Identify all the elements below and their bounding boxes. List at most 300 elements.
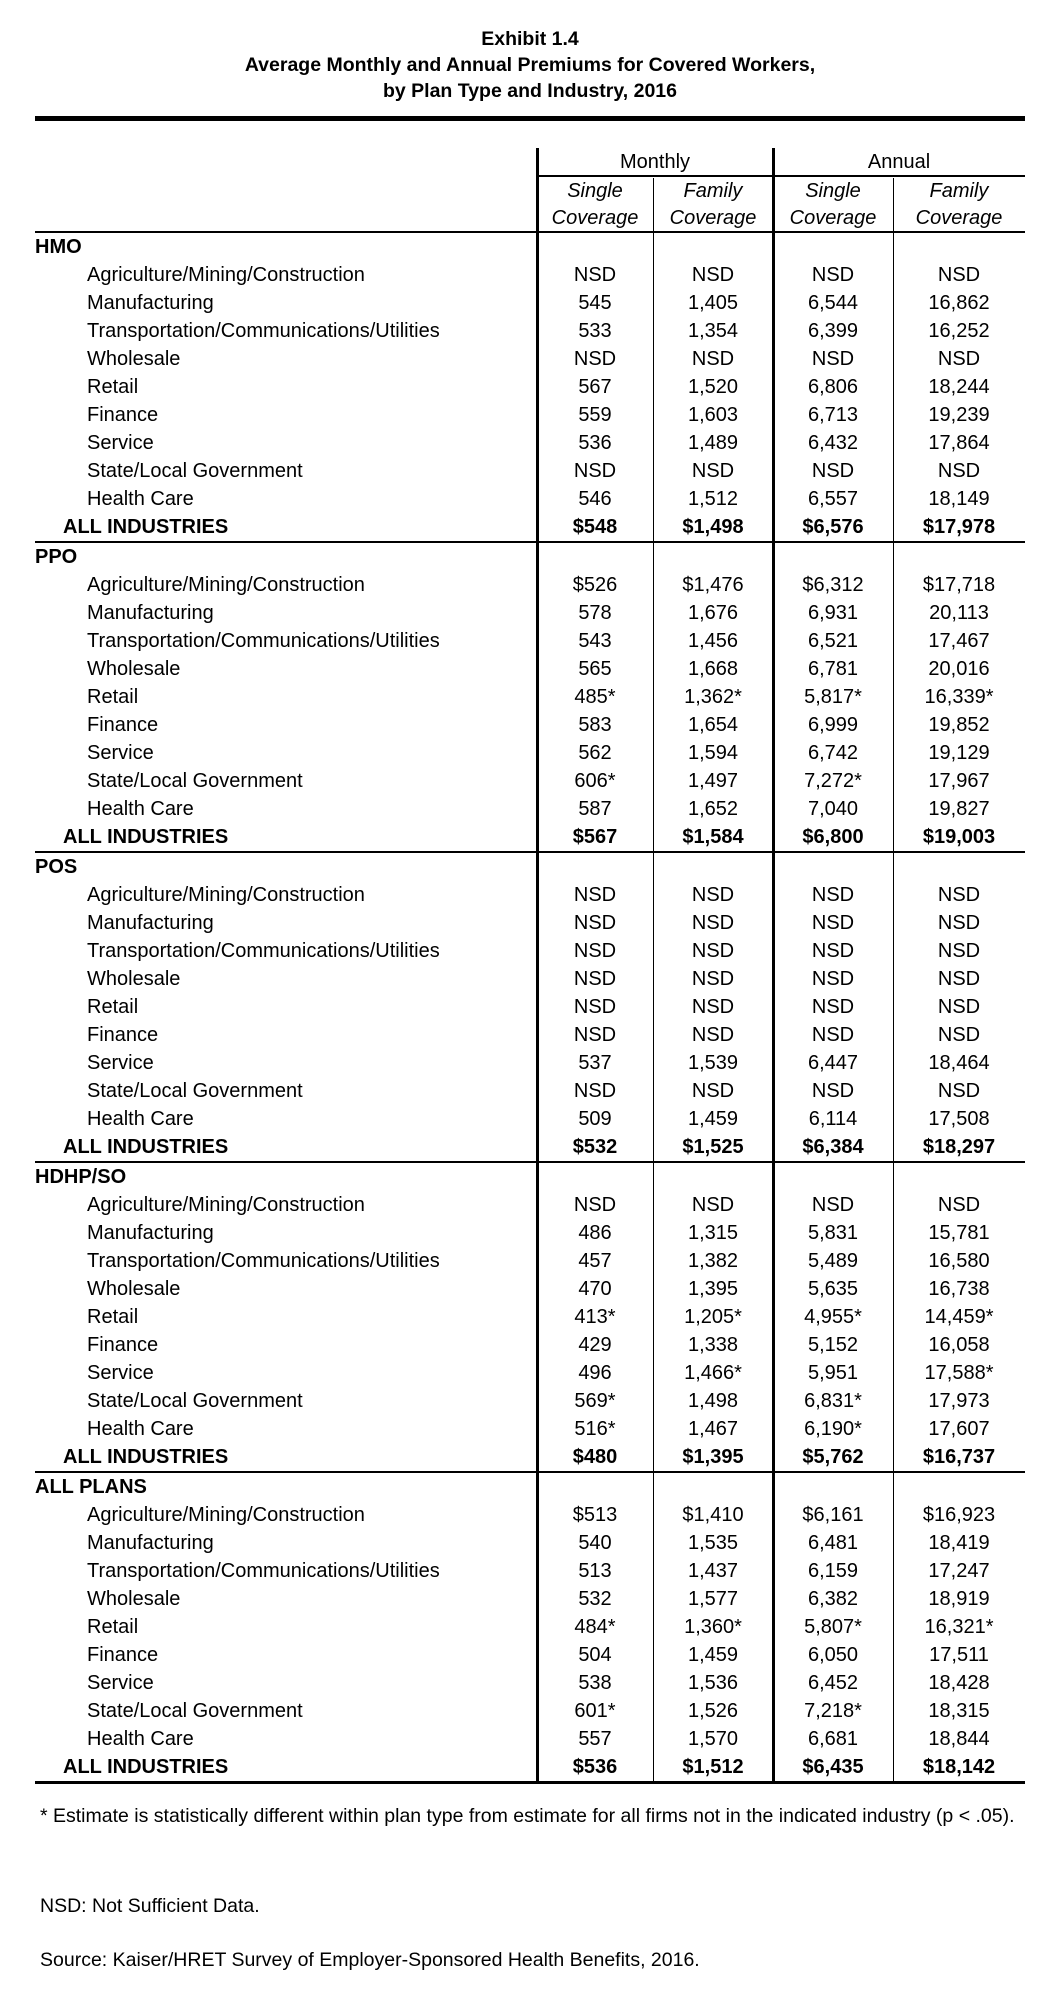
cell-monthly-single: $548 [537, 513, 653, 542]
empty-cell [537, 1162, 653, 1191]
cell-monthly-family: 1,466* [684, 1362, 742, 1384]
industry-row-transportation-communications-utilities [35, 1557, 1025, 1585]
cell-annual-single: $6,161 [802, 1504, 864, 1526]
section-header-hdhp-so [35, 1162, 1025, 1191]
cell-annual-single: 7,272* [804, 770, 862, 792]
cell-monthly-family: $1,476 [682, 574, 744, 596]
cell-annual-single: 6,806 [807, 376, 859, 398]
row-label: Manufacturing [87, 912, 214, 934]
cell-annual-single: 5,807* [804, 1616, 862, 1638]
cell-annual-family: 19,827 [928, 798, 990, 820]
industry-row-health-care [35, 1725, 1025, 1753]
row-label: Agriculture/Mining/Construction [87, 1504, 365, 1526]
cell-monthly-family: $1,498 [653, 513, 773, 542]
cell-annual-family: 16,580 [928, 1250, 990, 1272]
cell-monthly-family: NSD [691, 996, 735, 1018]
industry-row-finance [35, 1021, 1025, 1049]
cell-annual-family: $16,923 [922, 1504, 996, 1526]
cell-annual-family: NSD [937, 884, 981, 906]
exhibit-title [0, 0, 1060, 104]
footnote-asterisk: * Estimate is statistically different within plan type from estimate for all firms not in the indicated industry (p < .05). [40, 1805, 1015, 1827]
cell-annual-family: NSD [937, 996, 981, 1018]
industry-row-manufacturing [35, 1219, 1025, 1247]
cell-annual-single: 5,489 [807, 1250, 859, 1272]
industry-row-transportation-communications-utilities [35, 627, 1025, 655]
cell-annual-family: 17,967 [928, 770, 990, 792]
row-label: Health Care [87, 798, 194, 820]
industry-row-service [35, 1049, 1025, 1077]
cell-annual-family: $17,718 [922, 574, 996, 596]
cell-monthly-family: 1,489 [687, 432, 739, 454]
cell-annual-family: NSD [937, 940, 981, 962]
cell-annual-family: 17,467 [928, 630, 990, 652]
exhibit-title-line2: by Plan Type and Industry, 2016 [382, 80, 678, 102]
cell-annual-family: NSD [937, 264, 981, 286]
cell-monthly-family: 1,594 [687, 742, 739, 764]
cell-annual-single: 6,742 [807, 742, 859, 764]
cell-annual-single: $6,435 [773, 1753, 893, 1783]
cell-monthly-single: NSD [573, 1080, 617, 1102]
title-rule [35, 116, 1025, 121]
cell-annual-single: 5,951 [807, 1362, 859, 1384]
industry-row-wholesale [35, 1275, 1025, 1303]
row-label: ALL INDUSTRIES [35, 823, 537, 852]
cell-annual-family: 18,149 [928, 488, 990, 510]
empty-cell [653, 542, 773, 571]
industry-row-state-local-government [35, 1697, 1025, 1725]
industry-row-health-care [35, 485, 1025, 513]
industry-row-wholesale [35, 965, 1025, 993]
cell-annual-single: 6,481 [807, 1532, 859, 1554]
cell-monthly-single: NSD [573, 348, 617, 370]
cell-annual-family: 16,058 [928, 1334, 990, 1356]
row-label: Finance [87, 404, 159, 426]
row-label: ALL INDUSTRIES [35, 1443, 537, 1472]
col-header-line1: Single [805, 180, 861, 202]
cell-annual-family: 20,016 [928, 658, 990, 680]
cell-annual-family: 18,315 [928, 1700, 990, 1722]
cell-annual-single: 6,999 [807, 714, 859, 736]
col-header-line1: Family [683, 180, 743, 202]
col-header-line2: Coverage [669, 207, 757, 229]
cell-monthly-family: 1,338 [687, 1334, 739, 1356]
cell-monthly-single: 413* [574, 1306, 616, 1328]
row-label: Wholesale [87, 348, 181, 370]
row-label: Transportation/Communications/Utilities [87, 320, 440, 342]
row-label: PPO [35, 546, 78, 568]
row-label: Manufacturing [87, 602, 214, 624]
cell-annual-single: NSD [811, 264, 855, 286]
cell-monthly-family: 1,535 [687, 1532, 739, 1554]
cell-annual-family: 19,852 [928, 714, 990, 736]
all-industries-row [35, 1443, 1025, 1472]
cell-monthly-single: $526 [572, 574, 618, 596]
premiums-table [35, 233, 1025, 1784]
cell-monthly-single: $567 [537, 823, 653, 852]
industry-row-manufacturing [35, 909, 1025, 937]
industry-row-state-local-government [35, 1077, 1025, 1105]
row-label: Health Care [87, 488, 194, 510]
cell-annual-single: 7,040 [807, 798, 859, 820]
all-industries-row [35, 1133, 1025, 1162]
empty-cell [653, 852, 773, 881]
row-label: State/Local Government [87, 1390, 303, 1412]
row-label: HDHP/SO [35, 1166, 127, 1188]
cell-annual-single: $6,576 [773, 513, 893, 542]
cell-monthly-single: 565 [578, 658, 612, 680]
industry-row-service [35, 429, 1025, 457]
cell-annual-family: 17,247 [928, 1560, 990, 1582]
cell-monthly-single: 532 [578, 1588, 612, 1610]
empty-cell [537, 852, 653, 881]
exhibit-number: Exhibit 1.4 [481, 28, 579, 50]
row-label: Service [87, 1672, 154, 1694]
cell-monthly-single: 557 [578, 1728, 612, 1750]
row-label: Finance [87, 1644, 159, 1666]
col-header-annual-single [773, 178, 893, 232]
cell-annual-family: NSD [937, 912, 981, 934]
cell-monthly-family: 1,654 [687, 714, 739, 736]
cell-monthly-single: NSD [573, 996, 617, 1018]
industry-row-service [35, 1669, 1025, 1697]
footnote-source: Source: Kaiser/HRET Survey of Employer-Sponsored Health Benefits, 2016. [40, 1949, 700, 1971]
cell-monthly-family: $1,525 [653, 1133, 773, 1162]
cell-monthly-single: NSD [573, 1194, 617, 1216]
row-label: POS [35, 856, 78, 878]
cell-annual-single: NSD [811, 1024, 855, 1046]
cell-monthly-single: NSD [573, 1024, 617, 1046]
cell-monthly-family: NSD [691, 460, 735, 482]
cell-annual-single: $6,800 [773, 823, 893, 852]
row-label: Agriculture/Mining/Construction [87, 574, 365, 596]
empty-cell [893, 1162, 1025, 1191]
footnote-nsd: NSD: Not Sufficient Data. [40, 1895, 260, 1917]
cell-annual-family: 19,239 [928, 404, 990, 426]
col-header-monthly-single [537, 178, 653, 232]
cell-annual-single: 6,399 [807, 320, 859, 342]
cell-monthly-single: NSD [573, 940, 617, 962]
cell-annual-single: 7,218* [804, 1700, 862, 1722]
cell-annual-single: 6,521 [807, 630, 859, 652]
industry-row-finance [35, 1641, 1025, 1669]
industry-row-wholesale [35, 345, 1025, 373]
cell-monthly-family: 1,536 [687, 1672, 739, 1694]
cell-monthly-single: 567 [578, 376, 612, 398]
cell-annual-single: NSD [811, 912, 855, 934]
cell-monthly-single: NSD [573, 968, 617, 990]
cell-monthly-single: 569* [574, 1390, 616, 1412]
cell-annual-single: 6,447 [807, 1052, 859, 1074]
section-header-hmo [35, 233, 1025, 261]
cell-monthly-single: 485* [574, 686, 616, 708]
cell-monthly-single: NSD [573, 884, 617, 906]
cell-monthly-single: 496 [578, 1362, 612, 1384]
cell-monthly-single: NSD [573, 460, 617, 482]
cell-annual-family: $16,737 [893, 1443, 1025, 1472]
row-label: Wholesale [87, 968, 181, 990]
row-label: ALL INDUSTRIES [35, 1753, 537, 1783]
cell-annual-family: $17,978 [893, 513, 1025, 542]
cell-monthly-single: $532 [537, 1133, 653, 1162]
industry-row-agriculture-mining-construction [35, 1191, 1025, 1219]
cell-annual-single: 6,544 [807, 292, 859, 314]
row-label: Retail [87, 376, 139, 398]
cell-monthly-single: $480 [537, 1443, 653, 1472]
cell-monthly-family: 1,437 [687, 1560, 739, 1582]
cell-monthly-single: 457 [578, 1250, 612, 1272]
row-label: Retail [87, 686, 139, 708]
cell-monthly-single: 583 [578, 714, 612, 736]
cell-monthly-family: 1,570 [687, 1728, 739, 1750]
cell-annual-family: 15,781 [928, 1222, 990, 1244]
empty-cell [537, 233, 653, 261]
cell-monthly-family: NSD [691, 1194, 735, 1216]
cell-annual-single: $5,762 [773, 1443, 893, 1472]
row-label: State/Local Government [87, 1080, 303, 1102]
cell-monthly-family: 1,498 [687, 1390, 739, 1412]
empty-cell [537, 542, 653, 571]
cell-annual-family: NSD [937, 460, 981, 482]
row-label: Service [87, 742, 154, 764]
row-label: State/Local Government [87, 460, 303, 482]
cell-monthly-family: 1,459 [687, 1108, 739, 1130]
cell-monthly-single: 533 [578, 320, 612, 342]
cell-monthly-family: $1,410 [682, 1504, 744, 1526]
cell-monthly-family: 1,676 [687, 602, 739, 624]
industry-row-agriculture-mining-construction [35, 261, 1025, 289]
cell-annual-single: 6,050 [807, 1644, 859, 1666]
cell-monthly-single: NSD [573, 912, 617, 934]
cell-monthly-family: 1,456 [687, 630, 739, 652]
cell-monthly-single: NSD [573, 264, 617, 286]
industry-row-manufacturing [35, 599, 1025, 627]
empty-cell [653, 1162, 773, 1191]
cell-monthly-family: 1,405 [687, 292, 739, 314]
cell-annual-single: NSD [811, 460, 855, 482]
cell-monthly-single: 543 [578, 630, 612, 652]
row-label: Agriculture/Mining/Construction [87, 264, 365, 286]
cell-annual-family: 16,339* [924, 686, 994, 708]
empty-cell [893, 852, 1025, 881]
cell-monthly-family: 1,382 [687, 1250, 739, 1272]
cell-monthly-single: 587 [578, 798, 612, 820]
empty-cell [773, 542, 893, 571]
cell-monthly-family: 1,360* [684, 1616, 742, 1638]
cell-monthly-family: 1,577 [687, 1588, 739, 1610]
col-header-line2: Coverage [915, 207, 1003, 229]
cell-annual-single: NSD [811, 968, 855, 990]
empty-cell [893, 542, 1025, 571]
cell-annual-family: 17,864 [928, 432, 990, 454]
cell-monthly-single: 516* [574, 1418, 616, 1440]
cell-annual-single: NSD [811, 996, 855, 1018]
cell-annual-family: 17,508 [928, 1108, 990, 1130]
empty-cell [893, 233, 1025, 261]
cell-monthly-family: NSD [691, 1080, 735, 1102]
industry-row-finance [35, 401, 1025, 429]
industry-row-retail [35, 993, 1025, 1021]
cell-annual-family: 19,129 [928, 742, 990, 764]
row-label: Wholesale [87, 658, 181, 680]
cell-monthly-single: 504 [578, 1644, 612, 1666]
section-header-pos [35, 852, 1025, 881]
empty-cell [893, 1472, 1025, 1501]
cell-monthly-single: 486 [578, 1222, 612, 1244]
cell-annual-single: 6,931 [807, 602, 859, 624]
row-label: ALL INDUSTRIES [35, 513, 537, 542]
cell-annual-family: 16,738 [928, 1278, 990, 1300]
row-label: State/Local Government [87, 1700, 303, 1722]
row-label: Manufacturing [87, 1222, 214, 1244]
cell-annual-family: NSD [937, 348, 981, 370]
cell-annual-single: 6,557 [807, 488, 859, 510]
cell-monthly-single: 509 [578, 1108, 612, 1130]
row-label: Finance [87, 1024, 159, 1046]
row-label: Service [87, 1052, 154, 1074]
row-label: Manufacturing [87, 1532, 214, 1554]
cell-annual-family: NSD [937, 968, 981, 990]
cell-monthly-family: 1,315 [687, 1222, 739, 1244]
cell-monthly-single: 537 [578, 1052, 612, 1074]
section-header-ppo [35, 542, 1025, 571]
cell-monthly-family: NSD [691, 884, 735, 906]
row-label: ALL PLANS [35, 1476, 147, 1498]
all-industries-row [35, 823, 1025, 852]
row-label: Agriculture/Mining/Construction [87, 884, 365, 906]
cell-annual-single: NSD [811, 940, 855, 962]
row-label: Transportation/Communications/Utilities [87, 940, 440, 962]
industry-row-manufacturing [35, 289, 1025, 317]
cell-monthly-family: 1,362* [684, 686, 742, 708]
cell-monthly-single: 484* [574, 1616, 616, 1638]
cell-annual-single: 6,713 [807, 404, 859, 426]
industry-row-retail [35, 683, 1025, 711]
cell-monthly-family: 1,354 [687, 320, 739, 342]
cell-monthly-family: NSD [691, 264, 735, 286]
industry-row-wholesale [35, 655, 1025, 683]
row-label: Transportation/Communications/Utilities [87, 1560, 440, 1582]
cell-annual-family: NSD [937, 1194, 981, 1216]
cell-annual-family: 17,607 [928, 1418, 990, 1440]
cell-annual-single: NSD [811, 348, 855, 370]
industry-row-transportation-communications-utilities [35, 1247, 1025, 1275]
industry-row-agriculture-mining-construction [35, 1501, 1025, 1529]
cell-annual-family: 16,252 [928, 320, 990, 342]
cell-annual-family: 17,973 [928, 1390, 990, 1412]
industry-row-service [35, 1359, 1025, 1387]
cell-annual-family: NSD [937, 1024, 981, 1046]
cell-annual-single: $6,384 [773, 1133, 893, 1162]
cell-monthly-single: 559 [578, 404, 612, 426]
cell-monthly-family: 1,668 [687, 658, 739, 680]
row-label: Service [87, 1362, 154, 1384]
col-header-line1: Single [567, 180, 623, 202]
cell-monthly-single: 470 [578, 1278, 612, 1300]
row-label: Finance [87, 1334, 159, 1356]
cell-monthly-single: 578 [578, 602, 612, 624]
cell-monthly-family: NSD [691, 940, 735, 962]
empty-cell [537, 1472, 653, 1501]
industry-row-wholesale [35, 1585, 1025, 1613]
row-label: Wholesale [87, 1278, 181, 1300]
all-industries-row [35, 513, 1025, 542]
cell-annual-family: $19,003 [893, 823, 1025, 852]
row-label: State/Local Government [87, 770, 303, 792]
cell-monthly-single: 536 [578, 432, 612, 454]
empty-cell [773, 233, 893, 261]
cell-monthly-single: 606* [574, 770, 616, 792]
industry-row-transportation-communications-utilities [35, 937, 1025, 965]
cell-monthly-family: $1,395 [653, 1443, 773, 1472]
cell-monthly-single: 601* [574, 1700, 616, 1722]
cell-annual-family: 18,244 [928, 376, 990, 398]
cell-monthly-family: NSD [691, 348, 735, 370]
cell-annual-single: 6,432 [807, 432, 859, 454]
industry-row-retail [35, 1613, 1025, 1641]
column-group-annual: Annual [867, 151, 931, 173]
cell-monthly-single: 513 [578, 1560, 612, 1582]
cell-monthly-family: 1,497 [687, 770, 739, 792]
cell-annual-family: 16,321* [924, 1616, 994, 1638]
col-header-line2: Coverage [551, 207, 639, 229]
row-label: Finance [87, 714, 159, 736]
cell-annual-single: 6,159 [807, 1560, 859, 1582]
cell-annual-family: $18,142 [893, 1753, 1025, 1783]
cell-monthly-family: 1,539 [687, 1052, 739, 1074]
row-label: Retail [87, 1306, 139, 1328]
cell-monthly-family: 1,395 [687, 1278, 739, 1300]
cell-annual-family: 17,511 [929, 1644, 989, 1666]
cell-annual-single: 6,114 [808, 1108, 858, 1130]
cell-monthly-family: NSD [691, 1024, 735, 1046]
industry-row-health-care [35, 1415, 1025, 1443]
cell-monthly-family: 1,512 [687, 488, 739, 510]
empty-cell [653, 1472, 773, 1501]
row-label: Wholesale [87, 1588, 181, 1610]
cell-annual-single: 6,831* [804, 1390, 862, 1412]
cell-annual-single: 6,190* [804, 1418, 862, 1440]
cell-monthly-single: 540 [578, 1532, 612, 1554]
all-industries-row [35, 1753, 1025, 1783]
industry-row-agriculture-mining-construction [35, 881, 1025, 909]
row-label: Retail [87, 1616, 139, 1638]
cell-annual-single: 6,781 [807, 658, 859, 680]
section-header-all-plans [35, 1472, 1025, 1501]
cell-annual-family: 18,428 [928, 1672, 990, 1694]
cell-annual-family: 20,113 [929, 602, 989, 624]
cell-annual-single: 6,382 [807, 1588, 859, 1610]
cell-annual-single: 6,452 [807, 1672, 859, 1694]
cell-monthly-single: 429 [578, 1334, 612, 1356]
col-header-annual-family [893, 178, 1025, 232]
industry-row-manufacturing [35, 1529, 1025, 1557]
cell-annual-single: NSD [811, 1194, 855, 1216]
cell-annual-family: $18,297 [893, 1133, 1025, 1162]
cell-annual-family: 18,844 [928, 1728, 990, 1750]
cell-annual-family: 18,419 [928, 1532, 990, 1554]
empty-cell [653, 233, 773, 261]
cell-monthly-single: $536 [537, 1753, 653, 1783]
cell-annual-family: 18,464 [928, 1052, 990, 1074]
industry-row-retail [35, 373, 1025, 401]
row-label: Health Care [87, 1728, 194, 1750]
cell-annual-single: NSD [811, 1080, 855, 1102]
cell-monthly-single: 562 [578, 742, 612, 764]
cell-annual-single: $6,312 [802, 574, 864, 596]
cell-monthly-family: 1,520 [687, 376, 739, 398]
row-label: Service [87, 432, 154, 454]
cell-monthly-family: 1,526 [687, 1700, 739, 1722]
